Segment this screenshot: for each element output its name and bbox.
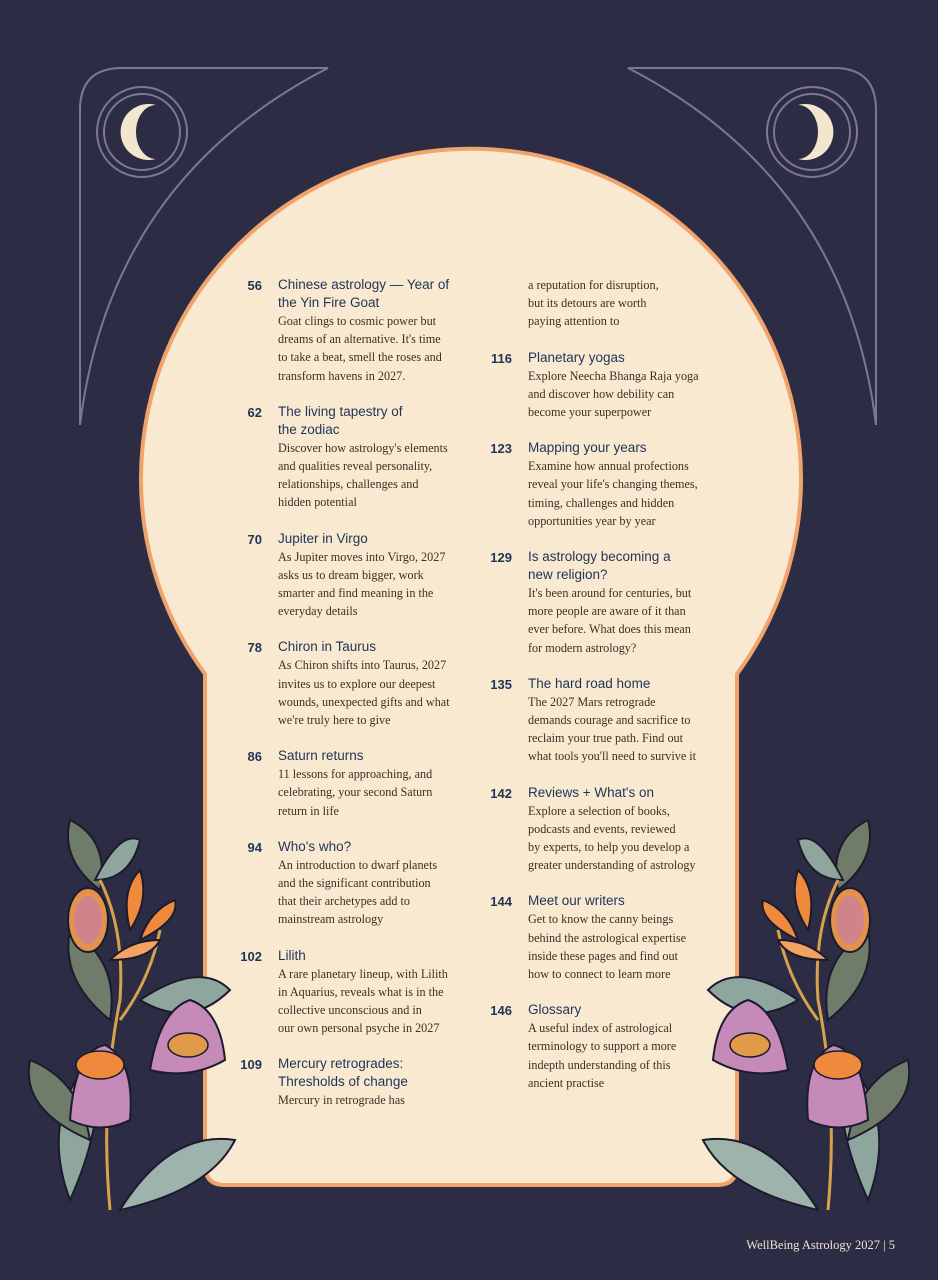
toc-entry[interactable] [232,403,468,512]
toc-page-number: 142 [490,785,512,801]
toc-entry-title: Who's who? [278,838,352,854]
toc-entry[interactable] [482,892,718,983]
toc-entry-description: Get to know the canny beings behind the astrological expertise inside these pages and find out how to connect to learn more [528,912,687,982]
toc-entry[interactable] [232,947,468,1038]
toc-entry[interactable] [482,439,718,530]
toc-page-number: 146 [490,1003,512,1019]
toc-entry-continuation: a reputation for disruption, but its detours are worth paying attention to [528,278,659,329]
toc-entry-title: Jupiter in Virgo [278,530,368,546]
toc-entry-description: 11 lessons for approaching, and celebrating, your second Saturn return in life [278,767,433,818]
toc-entry-title: Meet our writers [528,893,625,909]
toc-left-column [232,276,468,1128]
toc-page-number: 129 [490,550,512,566]
toc-entry[interactable] [482,784,718,875]
toc-entry-description: A useful index of astrological terminology to support a more indepth understanding of this ancient practise [528,1021,677,1090]
toc-page-number: 78 [247,640,262,656]
toc-entry[interactable] [482,548,718,657]
toc-entry-description: Explore a selection of books, podcasts and events, reviewed by experts, to help you develop a greater understanding of astrology [528,803,696,873]
toc-entry[interactable] [232,530,468,621]
toc-entry-title: Saturn returns [278,748,364,764]
toc-page-number: 70 [247,531,262,547]
toc-entry[interactable] [232,276,468,385]
toc-entry-description: Goat clings to cosmic power but dreams of an alternative. It's time to take a beat, smell the roses and transform havens in 2027. [278,314,442,383]
toc-page-number: 62 [247,404,262,420]
toc-entry-title: Reviews + What's on [528,784,655,800]
toc-entry-title: Mapping your years [528,440,647,456]
toc-entry-title: Mercury retrogrades: Thresholds of change [278,1056,408,1090]
toc-page-number: 116 [491,350,512,366]
toc-page-number: 144 [490,894,512,910]
toc-entry[interactable] [232,747,468,820]
toc-entry[interactable] [232,1055,468,1109]
toc-entry-description: Explore Neecha Bhanga Raja yoga and discover how debility can become your superpower [528,368,699,420]
toc-entry-description: The 2027 Mars retrograde demands courage and sacrifice to reclaim your true path. Find out what tools you'll need to survive it [528,694,697,764]
toc-entry[interactable] [232,838,468,929]
crescent-moon-right-icon [798,104,833,160]
crescent-moon-left-icon [121,104,156,160]
toc-entry-title: The hard road home [528,675,651,691]
toc-page-number: 86 [247,749,262,765]
toc-entry-title: Lilith [278,947,306,963]
toc-entry-title: Glossary [528,1002,582,1018]
toc-page-number: 94 [247,839,262,855]
toc-entry-title: Chiron in Taurus [278,639,377,655]
toc-entry-description: It's been around for centuries, but more people are aware of it than ever before. What does this mean for modern astrology? [528,586,692,655]
toc-entry[interactable] [482,1001,718,1092]
toc-right-column [482,276,718,1110]
page-footer: WellBeing Astrology 2027 | 5 [746,1238,895,1252]
toc-page-number: 56 [247,278,262,293]
toc-page-number: 123 [490,441,512,457]
toc-entry-title: The living tapestry of the zodiac [278,403,403,437]
toc-page-number: 135 [490,676,512,692]
toc-entry[interactable] [482,349,718,422]
toc-page-number: 102 [240,948,262,964]
toc-entry-description: Mercury in retrograde has [278,1093,405,1108]
toc-page-number: 109 [240,1057,262,1073]
toc-entry-title: Planetary yogas [528,349,625,365]
toc-entry-title: Chinese astrology — Year of the Yin Fire Goat [278,277,450,310]
toc-entry-description: An introduction to dwarf planets and the significant contribution that their archetypes add to mainstream astrology [278,857,438,927]
toc-entry-description: Examine how annual profections reveal your life's changing themes, timing, challenges and hidden opportunities year by year [528,459,698,528]
toc-entry[interactable] [232,638,468,729]
toc-entry[interactable] [482,675,718,766]
toc-entry-title: Is astrology becoming a new religion? [528,549,671,583]
toc-entry-description: A rare planetary lineup, with Lilith in Aquarius, reveals what is in the collective unconscious and in our own personal psyche in 2027 [278,966,448,1036]
toc-entry-description: As Jupiter moves into Virgo, 2027 asks us to dream bigger, work smarter and find meaning in the everyday details [278,549,446,619]
toc-entry-description: As Chiron shifts into Taurus, 2027 invites us to explore our deepest wounds, unexpected gifts and what we're truly here to give [278,658,450,728]
toc-entry-description: Discover how astrology's elements and qualities reveal personality, relationships, challenges and hidden potential [278,440,448,510]
